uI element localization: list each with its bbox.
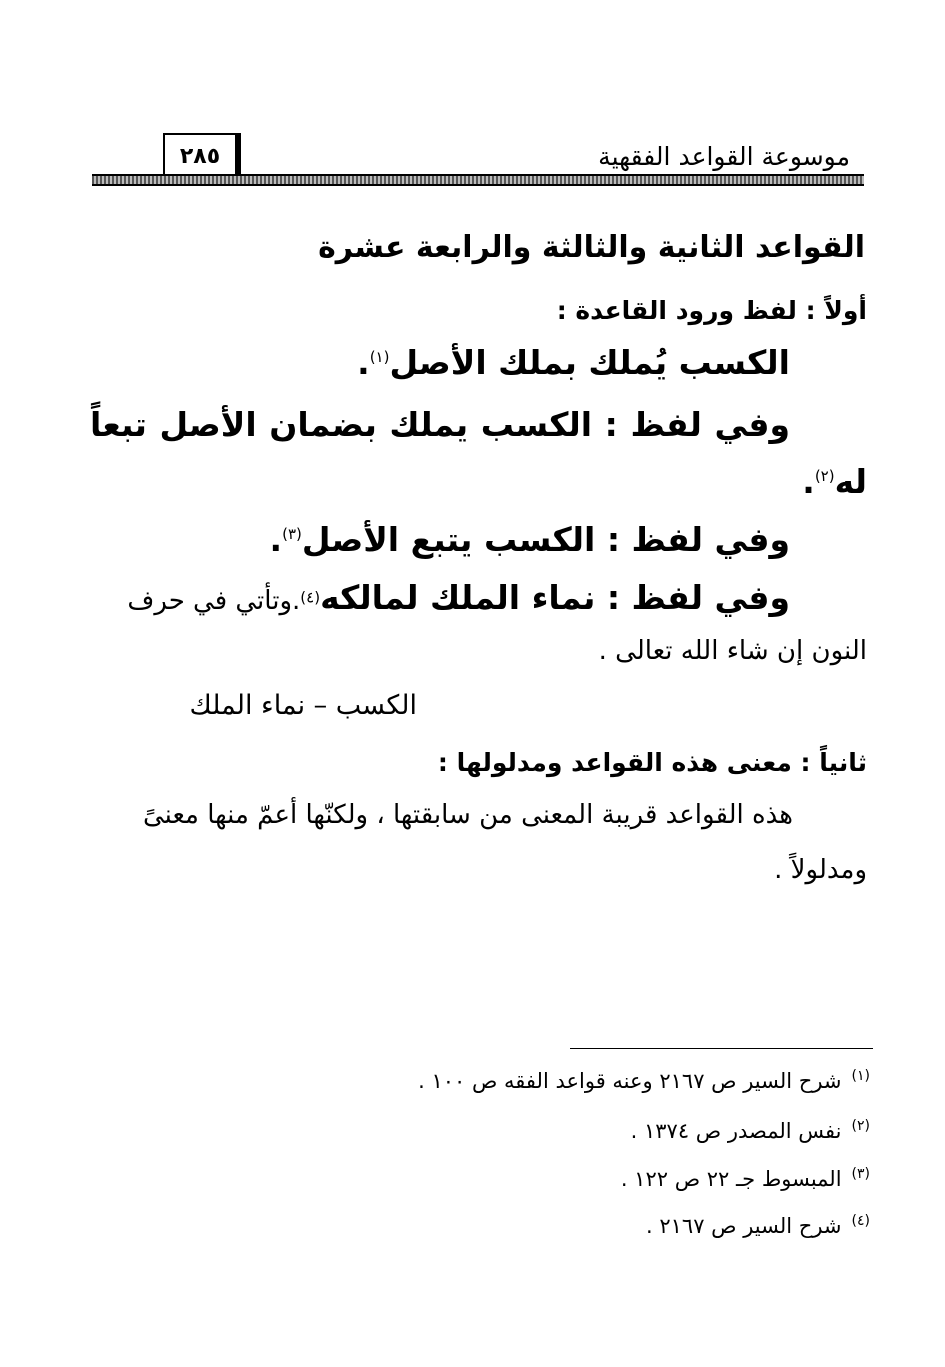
rule-2-line-2 [802,462,867,501]
rule-3-text: وفي لفظ : الكسب يتبع الأصل [301,520,790,559]
rule-2-ref: (٢) [814,467,835,485]
rule-3-ref: (٣) [282,525,302,543]
section-heading: القواعد الثانية والثالثة والرابعة عشرة [318,230,865,265]
footnote-4-text: شرح السير ص ٢١٦٧ . [646,1214,842,1238]
page-number: ٢٨٥ [163,133,241,179]
footnote-4 [646,1213,870,1238]
header-rule [92,174,864,186]
rule-4-line-1 [90,578,790,617]
footnote-2 [631,1118,870,1143]
rule-2-line-1: وفي لفظ : الكسب يملك بضمان الأصل تبعاً [90,405,790,444]
keywords: الكسب – نماء الملك [189,690,417,721]
rule-4-text: وفي لفظ : نماء الملك لمالكه [320,578,790,617]
rule-4-line-2: النون إن شاء الله تعالى . [598,636,867,666]
meaning-line-1: هذه القواعد قريبة المعنى من سابقتها ، ولكنّها أعمّ منها معنىً [142,800,793,830]
rule-2-end: . [802,462,815,501]
rule-2-text: له [834,462,867,501]
footnote-separator [570,1048,873,1049]
footnote-3-text: المبسوط جـ ٢٢ ص ١٢٢ . [620,1167,842,1191]
rule-4-ref: (٤) [300,588,321,607]
section1-label: أولاً : لفظ ورود القاعدة : [556,296,867,325]
rule-3-end: . [269,520,283,559]
section2-label: ثانياً : معنى هذه القواعد ومدلولها : [437,748,867,777]
footnote-2-text: نفس المصدر ص ١٣٧٤ . [630,1119,842,1143]
rule-1-end: . [357,343,370,382]
footnote-2-num: (٢) [851,1118,870,1134]
footnote-1 [418,1068,870,1093]
rule-1-ref: (١) [369,348,390,366]
rule-4-continuation: .وتأتي في حرف [127,586,301,616]
rule-1-text: الكسب يُملك بملك الأصل [389,343,790,382]
footnote-1-text: شرح السير ص ٢١٦٧ وعنه قواعد الفقه ص ١٠٠ . [418,1069,842,1093]
footnote-1-num: (١) [851,1068,870,1084]
footnote-3 [621,1166,870,1191]
book-title: موسوعة القواعد الفقهية [598,142,850,171]
rule-1 [357,343,790,382]
rule-3 [270,520,790,559]
footnote-4-num: (٤) [851,1213,870,1229]
footnote-3-num: (٣) [851,1166,870,1182]
meaning-line-2: ومدلولاً . [774,855,867,885]
